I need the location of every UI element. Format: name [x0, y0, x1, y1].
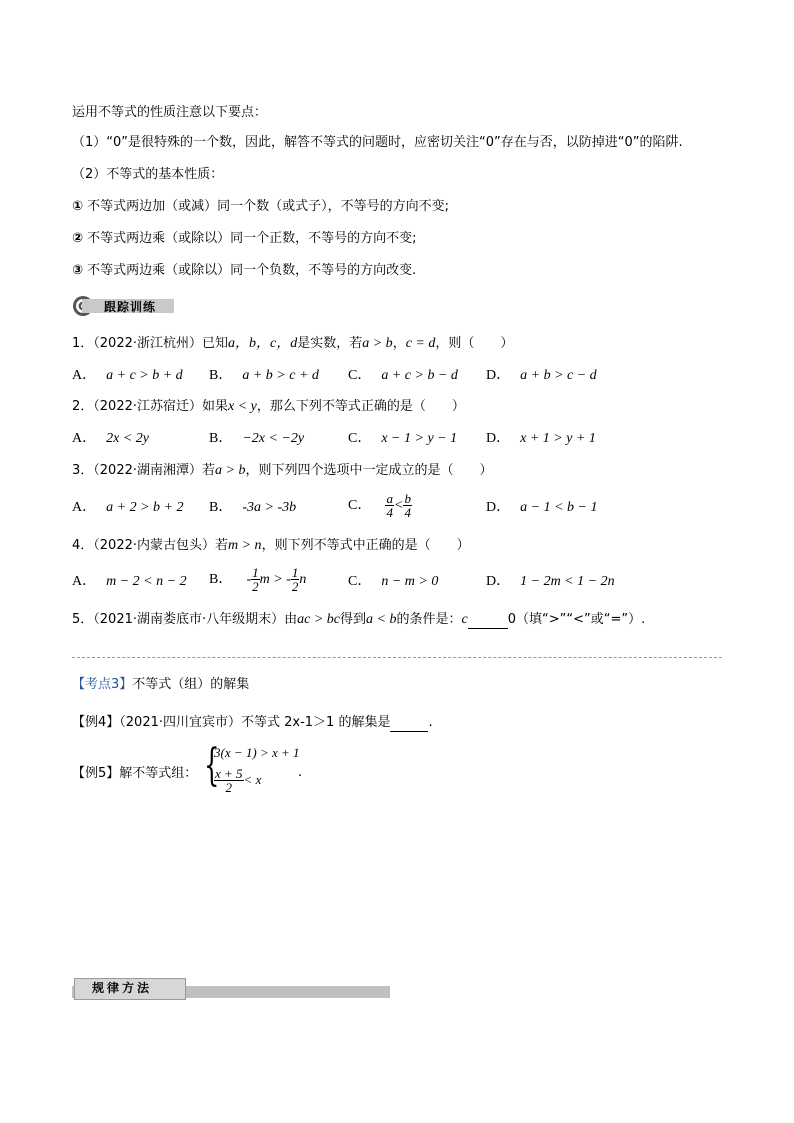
- q3-option-a[interactable]: [72, 499, 183, 517]
- fraction-denominator: 4: [386, 505, 393, 520]
- q3-option-d[interactable]: [486, 499, 597, 517]
- property-3-text: 不等式两边乘（或除以）同一个负数，不等号的方向改变.: [87, 263, 417, 278]
- system-brace: {: [204, 740, 220, 791]
- answer-blank[interactable]: [468, 628, 508, 629]
- question-1: [72, 335, 513, 353]
- option-label: B．: [209, 368, 233, 383]
- kaodian-tag: 【考点3】: [72, 677, 133, 692]
- question-4-cond: m > n: [228, 538, 262, 553]
- question-1-cond1: a > b: [362, 336, 393, 351]
- property-2-number: ②: [72, 231, 84, 246]
- option-label: A．: [72, 368, 97, 383]
- q3-option-c[interactable]: [348, 492, 412, 519]
- q4-option-d[interactable]: [486, 573, 615, 591]
- question-2-number: 2．: [72, 399, 94, 414]
- option-label: A．: [72, 500, 97, 515]
- property-2: [72, 230, 417, 248]
- option-label: C．: [348, 431, 372, 446]
- option-label: D．: [486, 574, 511, 589]
- kaodian-heading: [72, 676, 249, 694]
- q1-option-c[interactable]: [348, 367, 458, 385]
- method-banner: [72, 978, 390, 1000]
- option-text: n − m > 0: [381, 574, 439, 589]
- fraction-numerator: b: [404, 491, 411, 506]
- method-banner-title: 规律方法: [92, 981, 153, 995]
- example-4: [72, 714, 433, 732]
- system-line-2-tail: < x: [243, 772, 262, 787]
- question-3-cond: a > b: [215, 463, 246, 478]
- question-1-sep: ，: [392, 336, 406, 351]
- question-5-stem-c: 的条件是：: [396, 612, 462, 627]
- option-label: C．: [348, 574, 372, 589]
- example-5-text: 解不等式组：: [119, 766, 198, 781]
- option-text-pre: -: [246, 572, 252, 587]
- q3-option-b[interactable]: [209, 499, 296, 517]
- question-5-var: c: [461, 612, 468, 627]
- question-1-stem-b: 是实数，若: [297, 336, 363, 351]
- question-4-stem-b: ，则下列不等式中正确的是（ ）: [261, 538, 470, 553]
- question-4-stem: （2022·内蒙古包头）若: [93, 538, 228, 553]
- fraction-denominator: 4: [404, 505, 411, 520]
- property-2-text: 不等式两边乘（或除以）同一个正数，不等号的方向不变;: [87, 231, 417, 246]
- option-label: A．: [72, 431, 97, 446]
- property-1-text: 不等式两边加（或减）同一个数（或式子），不等号的方向不变;: [87, 199, 450, 214]
- question-1-vars: a，b，c，d: [228, 336, 298, 351]
- question-5-cond1: ac > bc: [297, 612, 341, 627]
- option-text-mid: m > -: [259, 572, 291, 587]
- example-5-end: .: [298, 765, 303, 780]
- question-5-cond2: a < b: [366, 612, 397, 627]
- answer-blank[interactable]: [390, 731, 428, 732]
- option-label: D．: [486, 368, 511, 383]
- option-text: -3a > -3b: [242, 500, 297, 515]
- question-4: [72, 537, 470, 555]
- option-text: a + c > b − d: [381, 368, 458, 383]
- question-3: [72, 462, 492, 480]
- q2-option-c[interactable]: [348, 430, 457, 448]
- q2-option-a[interactable]: [72, 430, 149, 448]
- option-label: C．: [348, 368, 372, 383]
- fraction-numerator: a: [386, 491, 393, 506]
- q1-option-b[interactable]: [209, 367, 319, 385]
- option-text: a + 2 > b + 2: [106, 500, 184, 515]
- option-label: B．: [209, 572, 233, 587]
- fraction-numerator: x + 5: [215, 766, 243, 781]
- question-3-number: 3．: [72, 463, 94, 478]
- question-5-tail: 0（填“>”“<”或“=”）.: [507, 612, 646, 627]
- section-banner-title: 跟踪训练: [104, 300, 157, 314]
- option-text: a + b > c − d: [520, 368, 597, 383]
- option-label: D．: [486, 431, 511, 446]
- q4-option-a[interactable]: [72, 573, 187, 591]
- intro-point-1: （1）“0”是很特殊的一个数，因此，解答不等式的问题时，应密切关注“0”存在与否，以防掉进“0”的陷阱.: [72, 135, 683, 150]
- property-1: [72, 198, 449, 216]
- option-label: D．: [486, 500, 511, 515]
- q2-option-d[interactable]: [486, 430, 596, 448]
- intro-heading: 运用不等式的性质注意以下要点：: [72, 105, 268, 120]
- system-line-1: 3(x − 1) > x + 1: [214, 745, 300, 760]
- question-2: [72, 398, 465, 416]
- property-1-number: ①: [72, 199, 84, 214]
- example-4-end: .: [428, 715, 433, 730]
- q4-option-c[interactable]: [348, 573, 438, 591]
- option-text: x + 1 > y + 1: [520, 431, 596, 446]
- example-5: [72, 765, 197, 783]
- question-3-stem: （2022·湖南湘潭）若: [93, 463, 215, 478]
- q1-option-d[interactable]: [486, 367, 597, 385]
- q4-option-b[interactable]: [209, 566, 306, 593]
- question-2-cond: x < y: [228, 399, 257, 414]
- fraction-one-half: [251, 566, 260, 593]
- question-2-stem-b: ，那么下列不等式正确的是（ ）: [256, 399, 465, 414]
- fraction-x-plus-5-over-2: [214, 767, 244, 794]
- intro-point-2: （2）不等式的基本性质：: [72, 167, 224, 182]
- question-1-number: 1．: [72, 336, 94, 351]
- question-5-stem: （2021·湖南娄底市·八年级期末）由: [93, 612, 298, 627]
- q1-option-a[interactable]: [72, 367, 183, 385]
- question-3-stem-b: ，则下列四个选项中一定成立的是（ ）: [245, 463, 493, 478]
- option-label: B．: [209, 431, 233, 446]
- fraction-denominator: 2: [225, 780, 233, 795]
- option-text: a + c > b + d: [106, 368, 183, 383]
- question-1-cond2: c = d: [405, 336, 436, 351]
- question-4-number: 4．: [72, 538, 94, 553]
- kaodian-title: 不等式（组）的解集: [132, 677, 250, 692]
- fraction-denominator: 2: [252, 579, 259, 594]
- option-text-post: n: [299, 572, 307, 587]
- example-4-tag: 【例4】: [72, 715, 120, 730]
- option-text: 1 − 2m < 1 − 2n: [520, 574, 615, 589]
- option-text: a + b > c + d: [242, 368, 319, 383]
- section-divider: [72, 657, 722, 658]
- fraction-denominator: 2: [291, 579, 299, 594]
- option-label: B．: [209, 500, 233, 515]
- question-1-stem: （2022·浙江杭州）已知: [93, 336, 228, 351]
- question-2-stem: （2022·江苏宿迁）如果: [93, 399, 228, 414]
- option-label: C．: [348, 498, 372, 513]
- property-3: [72, 262, 416, 280]
- system-line-2: [214, 767, 261, 794]
- option-text: x − 1 > y − 1: [381, 431, 458, 446]
- q2-option-b[interactable]: [209, 430, 304, 448]
- example-5-tag: 【例5】: [72, 766, 120, 781]
- fraction-numerator: 1: [252, 565, 259, 580]
- option-label: A．: [72, 574, 97, 589]
- fraction-a-over-4: [385, 492, 394, 519]
- question-1-stem-c: ，则（ ）: [435, 336, 514, 351]
- question-5: [72, 611, 645, 629]
- question-5-number: 5．: [72, 612, 94, 627]
- option-text: m − 2 < n − 2: [106, 574, 187, 589]
- section-banner: [72, 296, 172, 316]
- inequality-sign: <: [393, 498, 404, 513]
- option-text: a − 1 < b − 1: [520, 500, 598, 515]
- question-5-stem-b: 得到: [340, 612, 367, 627]
- fraction-numerator: 1: [291, 565, 299, 580]
- option-text: −2x < −2y: [242, 431, 305, 446]
- option-text: 2x < 2y: [106, 431, 149, 446]
- fraction-b-over-4: [403, 492, 412, 519]
- property-3-number: ③: [72, 263, 84, 278]
- example-4-text: （2021·四川宜宾市）不等式 2x-1＞1 的解集是: [119, 715, 391, 730]
